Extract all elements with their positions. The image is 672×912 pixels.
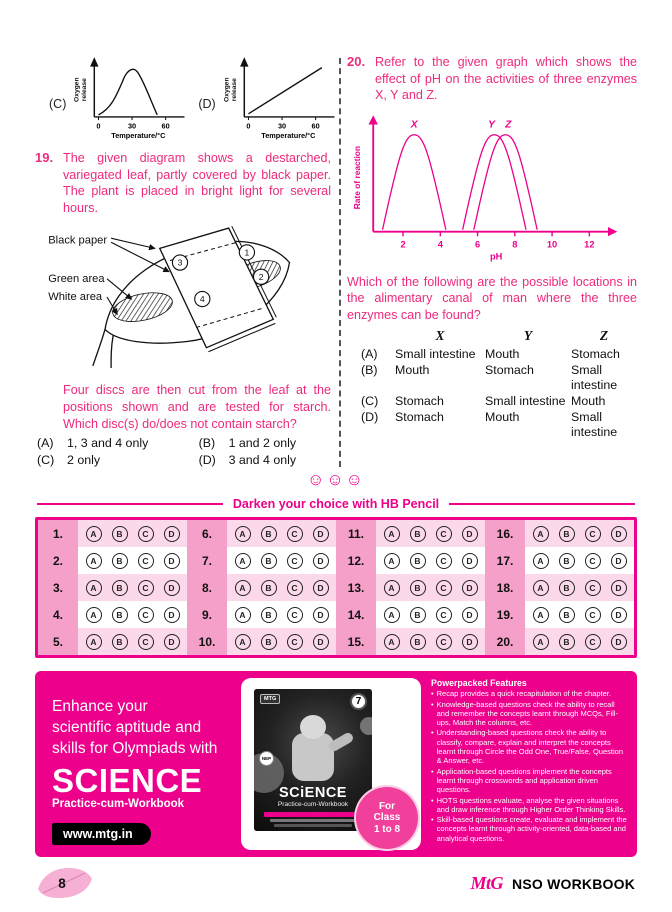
table-cell: Small intestine <box>395 347 476 362</box>
smiley-icon: ☺ <box>326 470 346 490</box>
question-number-cell: 6. <box>187 520 227 547</box>
answer-bubble-17-C[interactable]: C <box>585 553 601 569</box>
answer-bubble-1-B[interactable]: B <box>112 526 128 542</box>
question-19 <box>35 150 331 216</box>
answer-bubble-15-B[interactable]: B <box>410 634 426 650</box>
answer-bubble-7-A[interactable]: A <box>235 553 251 569</box>
answer-bubble-17-B[interactable]: B <box>559 553 575 569</box>
option-label: (D) <box>198 453 216 468</box>
answer-bubble-17-D[interactable]: D <box>611 553 627 569</box>
smiley-icon: ☺ <box>306 470 327 490</box>
answer-bubble-5-B[interactable]: B <box>112 634 128 650</box>
question-number-cell: 10. <box>187 628 227 655</box>
question-20-text: Refer to the given graph which shows the effect of pH on the activities of three enzymes X, Y and Z. <box>375 55 637 103</box>
bubble-row <box>227 547 336 574</box>
question-19-text: The given diagram shows a destarched, variegated leaf, partly covered by black paper. The plant is placed in bright light for several hours. <box>63 151 331 215</box>
nep-badge: NEP <box>259 751 274 766</box>
question-number-cell: 17. <box>485 547 525 574</box>
bubble-row <box>78 628 187 655</box>
ad-brand-subtitle: Practice-cum-Workbook <box>52 797 185 810</box>
class-range-badge: For Class 1 to 8 <box>356 787 418 849</box>
bubble-row <box>376 628 485 655</box>
question-number-cell: 5. <box>38 628 78 655</box>
ad-banner <box>35 671 637 857</box>
answer-bubble-7-C[interactable]: C <box>287 553 303 569</box>
questions-section <box>35 54 637 467</box>
x-axis-arrow-icon <box>608 227 617 236</box>
answer-bubble-16-B[interactable]: B <box>559 526 575 542</box>
answer-bubble-19-C[interactable]: C <box>585 607 601 623</box>
answer-bubble-18-A[interactable]: A <box>533 580 549 596</box>
footer-brand-row <box>471 873 637 894</box>
table-header: X <box>435 327 445 343</box>
answer-bubble-7-D[interactable]: D <box>313 553 329 569</box>
question-number-cell: 2. <box>38 547 78 574</box>
feature-text: Understanding-based questions check the ability to classify, compare, explain and interpret the concepts learnt through Circle the Odd One, True/False, Question & Answer, etc. <box>436 728 623 766</box>
question-number-cell: 4. <box>38 601 78 628</box>
features-items <box>431 689 628 843</box>
smiley-icon: ☺ <box>345 470 366 490</box>
answer-bubble-9-C[interactable]: C <box>287 607 303 623</box>
astronaut-icon <box>292 733 334 781</box>
enzyme-ph-graph <box>349 110 637 267</box>
feature-text: HOTS questions evaluate, analyse the given situations and draw inference through Higher Order Thinking Skills. <box>436 795 626 814</box>
answer-bubble-14-C[interactable]: C <box>436 607 452 623</box>
book-cover-band <box>270 819 356 822</box>
bullet-icon: • <box>431 795 434 805</box>
bubble-row <box>227 574 336 601</box>
answer-bubble-19-B[interactable]: B <box>559 607 575 623</box>
bubble-row <box>525 601 634 628</box>
table-cell: Stomach <box>395 393 444 408</box>
answer-bubble-2-B[interactable]: B <box>112 553 128 569</box>
feature-text: Skill-based questions create, evaluate and implement the concepts learnt through activity-oriented, data-based and analytical questions. <box>436 815 627 843</box>
answer-bubble-20-B[interactable]: B <box>559 634 575 650</box>
question-19-options <box>37 436 331 467</box>
feature-text: Recap provides a quick recapitulation of the chapter. <box>436 689 611 699</box>
book-cover-band <box>274 824 352 827</box>
question-number-cell: 1. <box>38 520 78 547</box>
feature-item <box>431 796 628 815</box>
answer-bubble-10-B[interactable]: B <box>261 634 277 650</box>
svg-text:8: 8 <box>512 239 518 250</box>
table-cell: Mouth <box>395 363 430 378</box>
question-number-cell: 19. <box>485 601 525 628</box>
svg-text:Rate of reaction: Rate of reaction <box>352 145 363 210</box>
answer-option <box>199 453 331 467</box>
header-rule-right <box>449 503 635 505</box>
bubble-row <box>227 520 336 547</box>
svg-text:4: 4 <box>437 239 443 250</box>
column-divider <box>339 58 341 467</box>
table-header: Y <box>523 327 533 343</box>
question-number-cell: 15. <box>336 628 376 655</box>
header-rule-left <box>37 503 223 505</box>
answer-bubble-3-B[interactable]: B <box>112 580 128 596</box>
option-text: 2 only <box>67 453 101 468</box>
option-label: (B) <box>198 436 216 451</box>
bullet-icon: • <box>431 766 434 776</box>
answer-bubble-3-A[interactable]: A <box>86 580 102 596</box>
table-row-label: (A) <box>361 347 378 362</box>
answer-bubble-13-B[interactable]: B <box>410 580 426 596</box>
answer-sheet-header <box>37 497 635 511</box>
book-publisher-logo: MTG <box>260 694 280 704</box>
answer-bubble-14-B[interactable]: B <box>410 607 426 623</box>
bubble-row <box>525 520 634 547</box>
svg-text:Oxygen: Oxygen <box>223 77 231 102</box>
curve-x <box>383 135 446 230</box>
answer-bubble-14-D[interactable]: D <box>462 607 478 623</box>
answer-bubble-16-C[interactable]: C <box>585 526 601 542</box>
svg-text:Z: Z <box>505 119 512 131</box>
bubble-row <box>376 601 485 628</box>
bubble-row <box>78 574 187 601</box>
answer-bubble-19-A[interactable]: A <box>533 607 549 623</box>
omr-answer-grid <box>35 517 637 658</box>
table-cell: Mouth <box>485 410 520 425</box>
option-text: 1 and 2 only <box>228 436 297 451</box>
answer-bubble-1-A[interactable]: A <box>86 526 102 542</box>
feature-item <box>431 728 628 765</box>
question-19-text2: Four discs are then cut from the leaf at the positions shown and are tested for starch. Which disc(s) do/does not contain starch? <box>63 383 331 431</box>
answer-bubble-9-B[interactable]: B <box>261 607 277 623</box>
answer-bubble-18-D[interactable]: D <box>611 580 627 596</box>
answer-bubble-16-A[interactable]: A <box>533 526 549 542</box>
answer-bubble-20-C[interactable]: C <box>585 634 601 650</box>
question-number-cell: 12. <box>336 547 376 574</box>
svg-text:0: 0 <box>246 121 251 131</box>
bullet-icon: • <box>431 815 434 825</box>
feature-item <box>431 767 628 795</box>
page-number-leaf <box>35 865 95 901</box>
feature-item <box>431 815 628 843</box>
mtg-logo: MtG <box>470 872 504 893</box>
answer-bubble-2-C[interactable]: C <box>138 553 154 569</box>
question-number-cell: 14. <box>336 601 376 628</box>
svg-text:Oxygen: Oxygen <box>73 77 81 102</box>
table-corner <box>361 328 395 346</box>
workbook-brand: NSO WORKBOOK <box>512 875 635 892</box>
svg-text:Y: Y <box>488 119 495 131</box>
feature-item <box>431 689 628 698</box>
enzyme-location-table <box>361 328 637 439</box>
feature-item <box>431 700 628 728</box>
table-cell: Mouth <box>571 393 606 408</box>
svg-text:pH: pH <box>489 251 503 262</box>
bullet-icon: • <box>431 689 434 699</box>
svg-text:release: release <box>81 78 89 102</box>
page-number: 8 <box>58 876 66 892</box>
option-text: 3 and 4 only <box>228 453 297 468</box>
bubble-row <box>78 547 187 574</box>
answer-bubble-11-B[interactable]: B <box>410 526 426 542</box>
option-text: 1, 3 and 4 only <box>67 436 149 451</box>
answer-bubble-5-A[interactable]: A <box>86 634 102 650</box>
answer-bubble-6-B[interactable]: B <box>261 526 277 542</box>
question-number-cell: 7. <box>187 547 227 574</box>
option-c-label: (C) <box>49 97 67 111</box>
answer-bubble-13-D[interactable]: D <box>462 580 478 596</box>
answer-sheet-title: Darken your choice with HB Pencil <box>232 497 440 512</box>
svg-text:60: 60 <box>311 121 320 131</box>
right-column <box>347 54 637 467</box>
features-list <box>431 678 628 844</box>
question-19-number: 19. <box>35 150 54 165</box>
svg-text:3: 3 <box>177 258 183 269</box>
answer-bubble-9-A[interactable]: A <box>235 607 251 623</box>
answer-bubble-12-D[interactable]: D <box>462 553 478 569</box>
answer-bubble-14-A[interactable]: A <box>384 607 400 623</box>
answer-bubble-15-D[interactable]: D <box>462 634 478 650</box>
leaf-diagram <box>45 222 331 375</box>
svg-text:6: 6 <box>474 239 481 250</box>
question-number-cell: 9. <box>187 601 227 628</box>
svg-text:Temperature/°C: Temperature/°C <box>111 130 166 140</box>
svg-text:0: 0 <box>96 121 101 131</box>
book-cover <box>254 689 372 831</box>
table-row-label: (D) <box>361 410 379 425</box>
book-panel <box>241 678 421 850</box>
table-cell: Stomach <box>485 363 534 378</box>
answer-bubble-20-D[interactable]: D <box>611 634 627 650</box>
bullet-icon: • <box>431 728 434 738</box>
answer-bubble-8-D[interactable]: D <box>313 580 329 596</box>
answer-option <box>37 436 199 450</box>
svg-text:X: X <box>410 119 418 131</box>
table-cell: Stomach <box>395 410 444 425</box>
leaf-stem <box>93 330 105 366</box>
y-axis-arrow-icon <box>369 115 378 124</box>
answer-bubble-4-B[interactable]: B <box>112 607 128 623</box>
bubble-row <box>525 628 634 655</box>
oxygen-release-graph-d <box>218 54 344 140</box>
book-subtitle: Practice-cum-Workbook <box>277 801 349 809</box>
answer-bubble-3-C[interactable]: C <box>138 580 154 596</box>
question-number-cell: 3. <box>38 574 78 601</box>
option-label: (A) <box>37 436 54 451</box>
answer-bubble-1-C[interactable]: C <box>138 526 154 542</box>
feature-text: Application-based questions implement the concepts learnt through crosswords and application driven questions. <box>436 766 612 795</box>
answer-bubble-2-D[interactable]: D <box>164 553 180 569</box>
answer-bubble-16-D[interactable]: D <box>611 526 627 542</box>
svg-text:4: 4 <box>199 294 205 305</box>
question-20 <box>347 54 637 104</box>
svg-text:release: release <box>230 78 238 102</box>
answer-bubble-20-A[interactable]: A <box>533 634 549 650</box>
table-row-label: (C) <box>361 393 379 408</box>
svg-text:2: 2 <box>258 272 264 283</box>
white-area-label: White area <box>48 291 103 304</box>
features-title: Powerpacked Features <box>431 678 527 689</box>
answer-bubble-5-D[interactable]: D <box>164 634 180 650</box>
svg-text:2: 2 <box>400 239 406 250</box>
ad-brand-title: SCIENCE <box>52 761 203 799</box>
svg-text:12: 12 <box>584 239 595 250</box>
bubble-row <box>78 520 187 547</box>
graph-option-c <box>49 54 194 140</box>
question-number-cell: 18. <box>485 574 525 601</box>
answer-bubble-12-C[interactable]: C <box>436 553 452 569</box>
answer-bubble-10-C[interactable]: C <box>287 634 303 650</box>
table-cell: Stomach <box>571 347 620 362</box>
answer-bubble-12-A[interactable]: A <box>384 553 400 569</box>
question-number-cell: 11. <box>336 520 376 547</box>
y-axis-arrow-icon <box>90 57 98 66</box>
graph-option-d <box>198 54 343 140</box>
bubble-row <box>525 547 634 574</box>
bullet-icon: • <box>431 699 434 709</box>
book-title: SCiENCE <box>279 785 347 802</box>
option-label: (C) <box>37 453 55 468</box>
table-cell: Small intestine <box>571 410 618 439</box>
answer-bubble-10-A[interactable]: A <box>235 634 251 650</box>
answer-bubble-8-A[interactable]: A <box>235 580 251 596</box>
svg-text:60: 60 <box>161 121 171 131</box>
answer-bubble-18-B[interactable]: B <box>559 580 575 596</box>
oxygen-release-graph-c <box>68 54 194 140</box>
question-20-text2: Which of the following are the possible locations in the alimentary canal of man where the three enzymes can be found? <box>347 274 637 323</box>
answer-bubble-4-C[interactable]: C <box>138 607 154 623</box>
answer-bubble-10-D[interactable]: D <box>313 634 329 650</box>
bubble-row <box>227 628 336 655</box>
svg-text:30: 30 <box>277 121 286 131</box>
answer-bubble-2-A[interactable]: A <box>86 553 102 569</box>
table-header: Z <box>599 327 609 343</box>
answer-bubble-19-D[interactable]: D <box>611 607 627 623</box>
bubble-row <box>376 574 485 601</box>
svg-text:Temperature/°C: Temperature/°C <box>261 130 316 140</box>
table-cell: Small intestine <box>571 363 618 392</box>
answer-bubble-11-A[interactable]: A <box>384 526 400 542</box>
answer-bubble-12-B[interactable]: B <box>410 553 426 569</box>
answer-bubble-15-A[interactable]: A <box>384 634 400 650</box>
green-area-label: Green area <box>48 273 105 286</box>
svg-text:1: 1 <box>244 247 250 258</box>
svg-text:10: 10 <box>546 239 558 250</box>
svg-text:30: 30 <box>128 121 137 131</box>
question-number-cell: 13. <box>336 574 376 601</box>
answer-bubble-15-C[interactable]: C <box>436 634 452 650</box>
bubble-row <box>376 547 485 574</box>
answer-option <box>37 453 199 467</box>
answer-bubble-6-A[interactable]: A <box>235 526 251 542</box>
feature-text: Knowledge-based questions check the ability to recall and remember the concepts learnt through MCQs, Fill-ups, Match the columns, etc. <box>436 699 618 728</box>
smiley-icons <box>35 471 637 488</box>
table-cell: Small intestine <box>485 393 566 408</box>
book-grade-badge: 7 <box>350 693 367 710</box>
bubble-row <box>525 574 634 601</box>
answer-bubble-13-A[interactable]: A <box>384 580 400 596</box>
website-badge[interactable]: www.mtg.in <box>52 823 151 845</box>
answer-bubble-4-A[interactable]: A <box>86 607 102 623</box>
left-column <box>35 54 331 467</box>
question-20-number: 20. <box>347 54 366 69</box>
answer-bubble-7-B[interactable]: B <box>261 553 277 569</box>
answer-bubble-18-C[interactable]: C <box>585 580 601 596</box>
bubble-row <box>78 601 187 628</box>
answer-bubble-5-C[interactable]: C <box>138 634 154 650</box>
answer-bubble-6-C[interactable]: C <box>287 526 303 542</box>
answer-bubble-11-D[interactable]: D <box>462 526 478 542</box>
question-number-cell: 16. <box>485 520 525 547</box>
answer-bubble-3-D[interactable]: D <box>164 580 180 596</box>
oxygen-graphs-row <box>49 54 331 140</box>
y-axis-arrow-icon <box>240 57 248 66</box>
ad-headline: Enhance your scientific aptitude and skills for Olympiads with <box>52 698 218 757</box>
bubble-row <box>227 601 336 628</box>
answer-bubble-8-B[interactable]: B <box>261 580 277 596</box>
table-cell: Mouth <box>485 347 520 362</box>
ad-text-block <box>52 697 248 844</box>
answer-bubble-6-D[interactable]: D <box>313 526 329 542</box>
answer-bubble-9-D[interactable]: D <box>313 607 329 623</box>
black-paper-label: Black paper <box>48 234 108 247</box>
answer-bubble-1-D[interactable]: D <box>164 526 180 542</box>
page-footer <box>35 865 637 901</box>
answer-bubble-17-A[interactable]: A <box>533 553 549 569</box>
bubble-row <box>376 520 485 547</box>
answer-option <box>199 436 331 450</box>
book-cover-band <box>264 812 362 817</box>
question-number-cell: 8. <box>187 574 227 601</box>
answer-bubble-13-C[interactable]: C <box>436 580 452 596</box>
answer-bubble-8-C[interactable]: C <box>287 580 303 596</box>
question-number-cell: 20. <box>485 628 525 655</box>
table-row-label: (B) <box>361 363 378 378</box>
answer-bubble-4-D[interactable]: D <box>164 607 180 623</box>
option-d-label: (D) <box>198 97 216 111</box>
answer-bubble-11-C[interactable]: C <box>436 526 452 542</box>
